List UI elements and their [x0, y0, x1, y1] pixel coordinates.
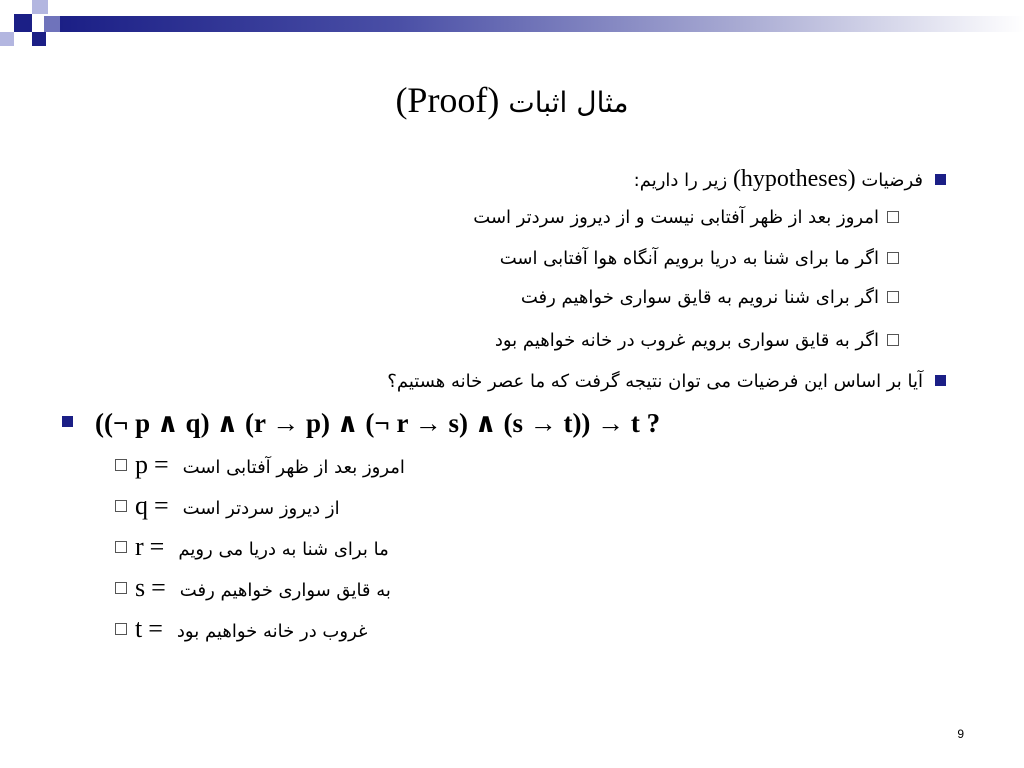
- def-equals: =: [154, 491, 169, 520]
- bullet-question: [387, 369, 946, 395]
- page-number: 9: [957, 727, 964, 741]
- sub-item-text: اگر به قایق سواری برویم غروب در خانه خواهیم بود: [494, 330, 879, 351]
- header-square: [32, 32, 46, 46]
- definition-row: [115, 491, 340, 524]
- def-text: غروب در خانه خواهیم بود: [176, 621, 368, 642]
- formula-text: ((¬ p ∧ q) ∧ (r → p) ∧ (¬ r → s) ∧ (s → t)) → t ?: [95, 408, 661, 438]
- hollow-square-icon: [887, 334, 899, 346]
- def-variable: r: [135, 532, 144, 561]
- formula-bullet: [62, 405, 660, 441]
- def-text: ما برای شنا به دریا می رویم: [178, 539, 389, 560]
- definition-row: [115, 532, 389, 565]
- header-square: [0, 32, 14, 46]
- header-gradient-bar: [60, 16, 1024, 32]
- hollow-square-icon: [887, 291, 899, 303]
- question-text: آیا بر اساس این فرضیات می توان نتیجه گرفت که ما عصر خانه هستیم؟: [387, 371, 923, 392]
- hyp-term: (hypotheses): [732, 166, 856, 192]
- def-variable: q: [135, 491, 148, 520]
- sub-item: [495, 328, 899, 354]
- def-equals: =: [148, 614, 163, 643]
- hollow-square-icon: [115, 541, 127, 553]
- hyp-before: فرضیات: [861, 170, 923, 191]
- bullet-hypotheses: [634, 166, 946, 194]
- header-square: [44, 16, 60, 32]
- sub-item-text: امروز بعد از ظهر آفتابی نیست و از دیروز سردتر است: [473, 207, 879, 228]
- title-persian: مثال اثبات: [508, 86, 629, 119]
- bullet-square-icon: [935, 174, 946, 185]
- hollow-square-icon: [887, 252, 899, 264]
- sub-item: [473, 205, 899, 231]
- title-latin: (Proof): [395, 80, 500, 120]
- def-variable: s: [135, 573, 146, 602]
- def-equals: =: [154, 450, 169, 479]
- hollow-square-icon: [887, 211, 899, 223]
- bullet-square-icon: [935, 375, 946, 386]
- definition-row: [115, 614, 367, 647]
- hyp-after: زیر را داریم:: [633, 170, 728, 191]
- hollow-square-icon: [115, 582, 127, 594]
- def-text: از دیروز سردتر است: [182, 498, 340, 519]
- def-text: به قایق سواری خواهیم رفت: [179, 580, 391, 601]
- sub-item: [521, 285, 899, 311]
- def-equals: =: [151, 573, 166, 602]
- bullet-square-icon: [62, 416, 73, 427]
- definition-row: [115, 450, 405, 483]
- hollow-square-icon: [115, 459, 127, 471]
- def-text: امروز بعد از ظهر آفتابی است: [182, 457, 405, 478]
- def-equals: =: [149, 532, 165, 561]
- def-variable: t: [135, 614, 143, 643]
- sub-item-text: اگر برای شنا نرویم به قایق سواری خواهیم رفت: [520, 287, 879, 308]
- slide-title: [0, 78, 1024, 125]
- header-square: [32, 0, 48, 14]
- header-square: [14, 14, 32, 32]
- hollow-square-icon: [115, 623, 127, 635]
- def-variable: p: [135, 450, 148, 479]
- hollow-square-icon: [115, 500, 127, 512]
- definition-row: [115, 573, 391, 606]
- sub-item: [500, 246, 899, 272]
- sub-item-text: اگر ما برای شنا به دریا برویم آنگاه هوا آفتابی است: [499, 248, 879, 269]
